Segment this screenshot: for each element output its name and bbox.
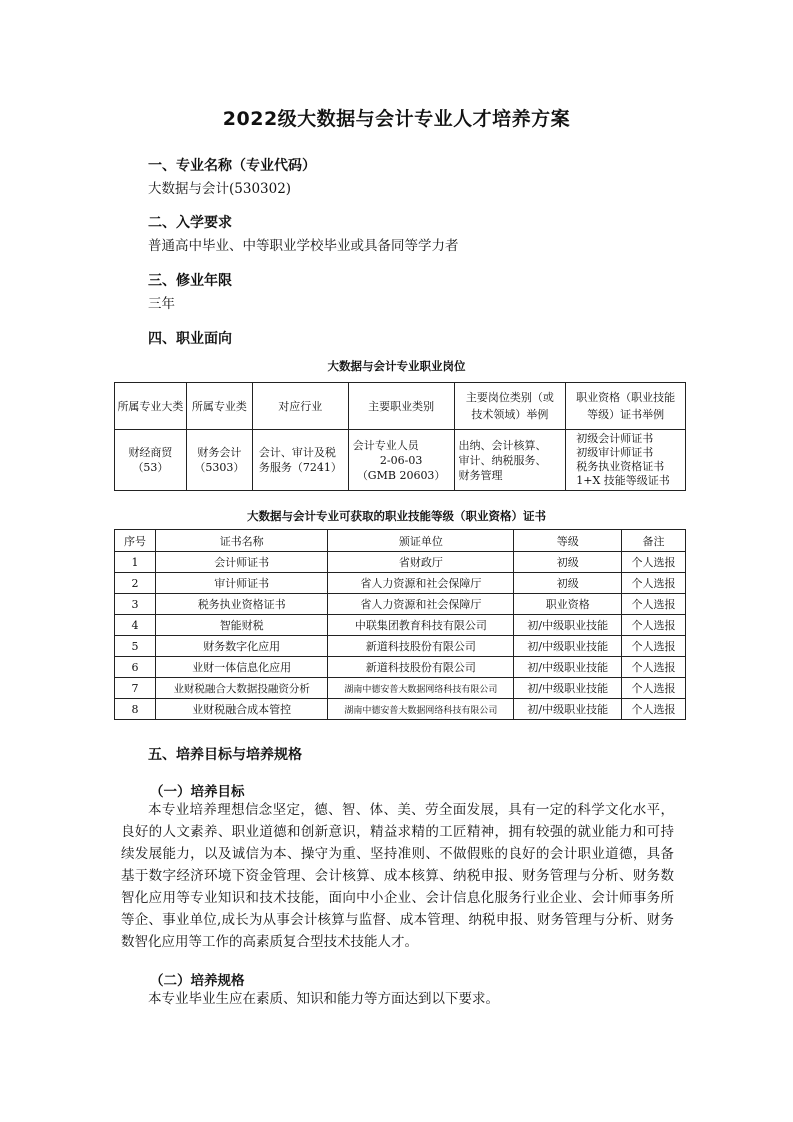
cell-line: 会计专业人员 [352, 438, 419, 452]
header-line: 职业资格（职业技能 [576, 391, 676, 404]
header-line: 主要岗位类别（或 [465, 391, 554, 404]
cell-level: 初级 [514, 552, 622, 573]
header-certificate-name: 证书名称 [155, 530, 328, 552]
cell-line: （GMB 20603） [356, 468, 446, 482]
table-row [115, 636, 686, 657]
cell-level: 职业资格 [514, 594, 622, 615]
cell-line: 初级审计师证书 [576, 446, 654, 459]
cell-name: 税务执业资格证书 [155, 594, 328, 615]
cell-name: 会计师证书 [155, 552, 328, 573]
cell-name: 审计师证书 [155, 573, 328, 594]
table1-caption: 大数据与会计专业职业岗位 [327, 359, 466, 373]
cell-name: 业财税融合大数据投融资分析 [155, 678, 328, 699]
header-no: 序号 [115, 530, 156, 552]
table-row [115, 552, 686, 573]
section-body-admission: 普通高中毕业、中等职业学校毕业或具备同等学力者 [148, 238, 459, 254]
table-header-cell: 所属专业大类 [115, 383, 187, 430]
header-line: 技术领域）举例 [471, 408, 549, 421]
page-title: 2022级大数据与会计专业人才培养方案 [222, 108, 571, 130]
table2-caption: 大数据与会计专业可获取的职业技能等级（职业资格）证书 [247, 509, 546, 523]
cell-issuer: 省人力资源和社会保障厅 [328, 594, 514, 615]
subsection-heading-objectives: （一）培养目标 [150, 784, 245, 800]
header-issuer: 颁证单位 [328, 530, 514, 552]
cell-level: 初级 [514, 573, 622, 594]
section-body-duration: 三年 [148, 296, 175, 312]
cell-line: 税务执业资格证书 [576, 460, 665, 473]
cell-issuer: 湖南中德安普大数据网络科技有限公司 [328, 678, 514, 699]
cell-note: 个人选报 [622, 573, 686, 594]
cell-line: 会计、审计及税 [258, 446, 336, 459]
cell-name: 业财一体信息化应用 [155, 657, 328, 678]
cell-no: 3 [115, 594, 156, 615]
cell-line: 财经商贸 [128, 446, 173, 459]
header-level: 等级 [514, 530, 622, 552]
cell-level: 初/中级职业技能 [514, 678, 622, 699]
table-header-cell: 对应行业 [252, 383, 348, 430]
table-header-cell [566, 383, 686, 430]
cell-no: 5 [115, 636, 156, 657]
cell-no: 7 [115, 678, 156, 699]
header-note: 备注 [622, 530, 686, 552]
table-header-row [115, 530, 686, 552]
table-cell [252, 430, 348, 491]
cell-line: 出纳、会计核算、 [458, 438, 547, 452]
section-heading-duration: 三、修业年限 [148, 273, 232, 289]
section-heading-career: 四、职业面向 [148, 331, 232, 347]
subsection-heading-specifications: （二）培养规格 [150, 973, 245, 989]
cell-note: 个人选报 [622, 552, 686, 573]
cell-issuer: 新道科技股份有限公司 [328, 636, 514, 657]
cell-note: 个人选报 [622, 678, 686, 699]
cell-level: 初/中级职业技能 [514, 636, 622, 657]
cell-level: 初/中级职业技能 [514, 699, 622, 720]
table-cell [186, 430, 252, 491]
table-cell [566, 430, 686, 491]
certificates-table [114, 529, 686, 720]
cell-note: 个人选报 [622, 636, 686, 657]
table-header-cell: 所属专业类 [186, 383, 252, 430]
cell-line: （5303） [194, 461, 245, 474]
cell-line: 1+X 技能等级证书 [576, 474, 670, 487]
cell-note: 个人选报 [622, 657, 686, 678]
cell-note: 个人选报 [622, 615, 686, 636]
table-row [115, 594, 686, 615]
cell-name: 业财税融合成本管控 [155, 699, 328, 720]
cell-no: 1 [115, 552, 156, 573]
section-heading-objectives: 五、培养目标与培养规格 [148, 747, 302, 763]
specifications-paragraph: 本专业毕业生应在素质、知识和能力等方面达到以下要求。 [148, 991, 499, 1007]
cell-issuer: 湖南中德安普大数据网络科技有限公司 [328, 699, 514, 720]
cell-note: 个人选报 [622, 594, 686, 615]
table-cell [348, 430, 454, 491]
cell-line: （53） [132, 461, 169, 474]
cell-issuer: 省人力资源和社会保障厅 [328, 573, 514, 594]
cell-level: 初/中级职业技能 [514, 657, 622, 678]
cell-line: 务服务（7241） [258, 461, 342, 474]
section-heading-admission: 二、入学要求 [148, 215, 232, 231]
cell-no: 6 [115, 657, 156, 678]
cell-name: 智能财税 [155, 615, 328, 636]
cell-no: 2 [115, 573, 156, 594]
cell-issuer: 省财政厅 [328, 552, 514, 573]
cell-line: 审计、纳税服务、 [458, 453, 547, 467]
cell-level: 初/中级职业技能 [514, 615, 622, 636]
table-header-row [115, 383, 686, 430]
cell-line: 财务会计 [197, 446, 242, 459]
cell-line: 财务管理 [458, 468, 503, 482]
objectives-paragraph: 本专业培养理想信念坚定，德、智、体、美、劳全面发展，具有一定的科学文化水平，良好的人文素养、职业道德和创新意识，精益求精的工匠精神，拥有较强的就业能力和可持续发展能力，以及诚信为本、操守为重、坚持准则、不做假账的良好的会计职业道德，具备基于数字经济环境下资金管理、会计核算、成本核算、纳税申报、财务管理与分析、财务数智化应用等专业知识和技术技能，面向中小企业、会计信息化服务行业企业、会计师事务所等企、事业单位,成长为从事会计核算与监督、成本管理、纳税申报、财务管理与分析、财务数智化应用等工作的高素质复合型技术技能人才。 [121, 802, 674, 950]
table-row [115, 678, 686, 699]
cell-issuer: 中联集团教育科技有限公司 [328, 615, 514, 636]
cell-no: 4 [115, 615, 156, 636]
table-row [115, 615, 686, 636]
career-positions-table [114, 382, 686, 491]
table-cell [115, 430, 187, 491]
table-row [115, 573, 686, 594]
table-header-cell [454, 383, 566, 430]
cell-note: 个人选报 [622, 699, 686, 720]
table-header-cell: 主要职业类别 [348, 383, 454, 430]
section-heading-major-name: 一、专业名称（专业代码） [148, 158, 316, 174]
table-row [115, 657, 686, 678]
table-cell [454, 430, 566, 491]
cell-line: 2-06-03 [379, 453, 423, 467]
cell-name: 财务数字化应用 [155, 636, 328, 657]
table-row [115, 430, 686, 491]
cell-no: 8 [115, 699, 156, 720]
section-body-major-name: 大数据与会计(530302) [148, 181, 292, 197]
header-line: 等级）证书举例 [587, 408, 665, 421]
table-row [115, 699, 686, 720]
cell-line: 初级会计师证书 [576, 432, 654, 445]
cell-issuer: 新道科技股份有限公司 [328, 657, 514, 678]
